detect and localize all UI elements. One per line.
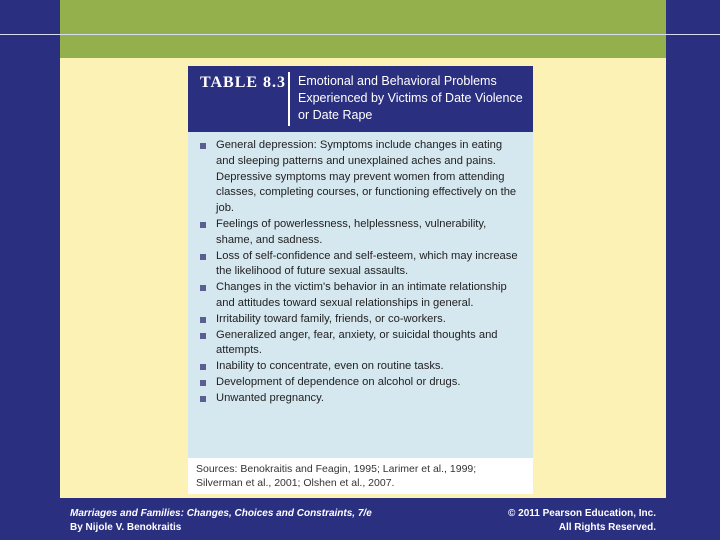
book-author: By Nijole V. Benokraitis <box>70 522 182 533</box>
square-bullet-icon <box>200 222 206 228</box>
list-item-text: Feelings of powerlessness, helplessness, vulnerability, shame, and sadness. <box>216 217 487 246</box>
book-title: Marriages and Families: Changes, Choices and Constraints, 7/e <box>70 508 372 519</box>
list-item-text: Loss of self-confidence and self-esteem, which may increase the likelihood of future sexual assaults. <box>216 249 518 278</box>
table-sources: Sources: Benokraitis and Feagin, 1995; Larimer et al., 1999; Silverman et al., 2001; Olshen et al., 2007. <box>196 463 477 489</box>
rights-line: All Rights Reserved. <box>558 522 656 533</box>
list-item-text: Irritability toward family, friends, or co-workers. <box>216 312 446 325</box>
problem-list <box>188 132 533 407</box>
list-item <box>200 249 521 281</box>
list-item-text: Changes in the victim's behavior in an intimate relationship and attitudes toward sexual relationships in general. <box>216 281 507 309</box>
list-item <box>200 359 521 375</box>
list-item-text: Inability to concentrate, even on routine tasks. <box>216 360 444 373</box>
table-header <box>188 66 533 132</box>
square-bullet-icon <box>200 254 206 260</box>
table-number: TABLE 8.3 <box>200 74 287 91</box>
list-item <box>200 391 521 407</box>
header-divider <box>288 72 290 126</box>
list-item-text: General depression: Symptoms include changes in eating and sleeping patterns and unexplained aches and pains. Depressive symptoms may prevent women from attending classes, completing courses, or functioning effectively on the job. <box>216 139 517 215</box>
square-bullet-icon <box>200 396 206 402</box>
list-item-text: Unwanted pregnancy. <box>216 391 325 404</box>
table-title: Emotional and Behavioral Problems Experienced by Victims of Date Violence or Date Rape <box>298 74 523 122</box>
list-item <box>200 328 521 360</box>
list-item-text: Generalized anger, fear, anxiety, or suicidal thoughts and attempts. <box>216 328 498 357</box>
list-item <box>200 217 521 249</box>
footer-book-info <box>70 507 372 535</box>
list-item-text: Development of dependence on alcohol or drugs. <box>216 375 461 388</box>
top-accent-band <box>60 0 666 58</box>
square-bullet-icon <box>200 285 206 291</box>
top-divider-line <box>0 34 720 35</box>
table-card <box>188 66 533 494</box>
square-bullet-icon <box>200 143 206 149</box>
list-item <box>200 312 521 328</box>
square-bullet-icon <box>200 333 206 339</box>
footer-copyright <box>508 507 656 535</box>
list-item <box>200 280 521 312</box>
square-bullet-icon <box>200 317 206 323</box>
copyright-line: © 2011 Pearson Education, Inc. <box>508 508 656 519</box>
square-bullet-icon <box>200 380 206 386</box>
list-item <box>200 138 521 217</box>
list-item <box>200 375 521 391</box>
square-bullet-icon <box>200 364 206 370</box>
table-body <box>188 132 533 458</box>
